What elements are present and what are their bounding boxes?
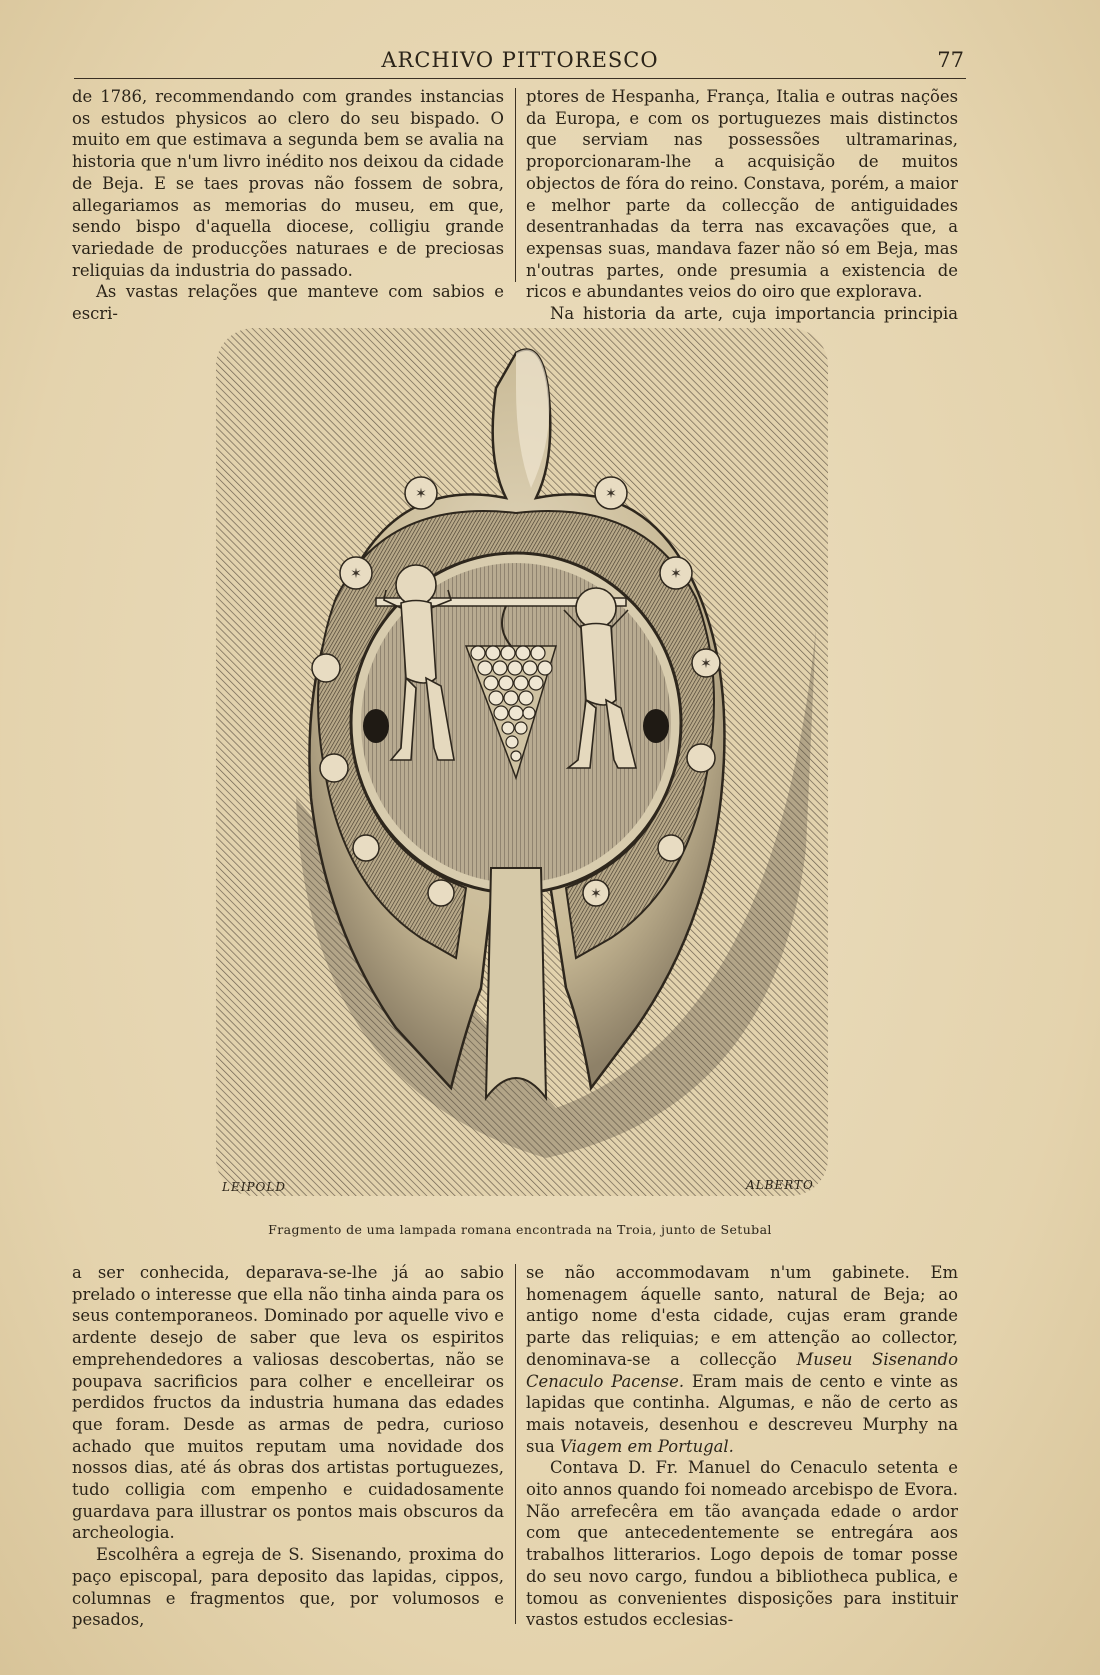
column-top-left bbox=[72, 86, 504, 325]
filling-hole bbox=[643, 709, 669, 743]
paragraph bbox=[526, 1262, 958, 1457]
museum-name: Museu Sisenando Cenaculo Pacense. bbox=[526, 1349, 958, 1391]
roman-lamp-engraving bbox=[216, 328, 828, 1196]
figure-caption: Fragmento de uma lampada romana encontrada na Troia, junto de Setubal bbox=[268, 1222, 772, 1237]
paragraph: de 1786, recommendando com grandes instancias os estudos physicos ao clero do seu bispado. O muito em que estimava a segunda bem se avalia na historia que n'um livro inédito nos deixou da cidade de Beja. E se taes provas não fossem de sobra, allegariamos as memorias do museu, em que, sendo bispo d'aquella diocese, colligiu grande variedade de producções naturaes e de preciosas reliquias da industria do passado. bbox=[72, 87, 504, 280]
paragraph: Na historia da arte, cuja importancia principia bbox=[550, 304, 958, 324]
header-title: ARCHIVO PITTORESCO bbox=[381, 48, 659, 72]
column-bottom-right bbox=[526, 1262, 958, 1631]
filling-hole bbox=[363, 709, 389, 743]
book-title: Viagem em Portugal. bbox=[559, 1436, 734, 1456]
column-divider bbox=[515, 1264, 516, 1624]
column-bottom-left bbox=[72, 1262, 504, 1631]
svg-text:✶: ✶ bbox=[350, 566, 362, 582]
nozzle-channel bbox=[486, 868, 546, 1098]
svg-text:✶: ✶ bbox=[605, 486, 617, 502]
paragraph: As vastas relações que manteve com sabios e escri- bbox=[72, 282, 504, 324]
text-run: se não accommodavam n'um gabinete. Em homenagem áquelle santo, natural de Beja; ao antigo nome d'esta cidade, cujas eram grande parte das reliquias; e em attenção ao collector, denominava-se a collecção bbox=[526, 1263, 958, 1369]
svg-text:✶: ✶ bbox=[590, 886, 602, 902]
paragraph: Contava D. Fr. Manuel do Cenaculo setenta e oito annos quando foi nomeado arcebispo de Evora. Não arrefecêra em tão avançada edade o ardor com que antecedentemente se entregára aos trabalhos litterarios. Logo depois de tomar posse do seu novo cargo, fundou a bibliotheca publica, e tomou as convenientes disposições para instituir vastos estudos ecclesias- bbox=[526, 1458, 958, 1630]
paragraph: Escolhêra a egreja de S. Sisenando, proxima do paço episcopal, para deposito das lapidas, cippos, columnas e fragmentos que, por volumosos e pesados, bbox=[72, 1545, 504, 1630]
svg-text:✶: ✶ bbox=[700, 656, 712, 672]
engraver-signature-right: ALBERTO bbox=[746, 1178, 814, 1192]
running-header bbox=[74, 44, 966, 79]
engraver-signature-left: LEIPOLD bbox=[222, 1180, 286, 1194]
svg-text:✶: ✶ bbox=[670, 566, 682, 582]
page-number: 77 bbox=[937, 48, 964, 72]
column-top-right bbox=[526, 86, 958, 346]
svg-text:✶: ✶ bbox=[415, 486, 427, 502]
paragraph: a ser conhecida, deparava-se-lhe já ao sabio prelado o interesse que ella não tinha ainda para os seus contemporaneos. Dominado por aquelle vivo e ardente desejo de saber que leva os espiritos emprehendedores a valiosas descobertas, não se poupava sacrificios para colher e encelleirar os perdidos fructos da industria humana das edades que foram. Desde as armas de pedra, curioso achado que muitos reputam uma novidade dos nossos dias, até ás obras dos artistas portuguezes, tudo colligia com empenho e cuidadosamente guardava para illustrar os pontos mais obscuros da archeologia. bbox=[72, 1263, 504, 1543]
column-divider bbox=[515, 88, 516, 282]
text-run: Eram mais de cento e vinte as lapidas que continha. Algumas, e não de certo as mais notaveis, desenhou e descreveu Murphy na sua bbox=[526, 1371, 958, 1456]
paragraph: ptores de Hespanha, França, Italia e outras nações da Europa, e com os portuguezes mais distinctos que serviam nas possessões ultramarinas, proporcionaram-lhe a acquisição de muitos objectos de fóra do reino. Constava, porém, a maior e melhor parte da collecção de antiguidades desentranhadas da terra nas excavações que, a expensas suas, mandava fazer não só em Beja, mas n'outras partes, onde presumia a existencia de ricos e abundantes veios do oiro que explorava. bbox=[526, 87, 958, 302]
